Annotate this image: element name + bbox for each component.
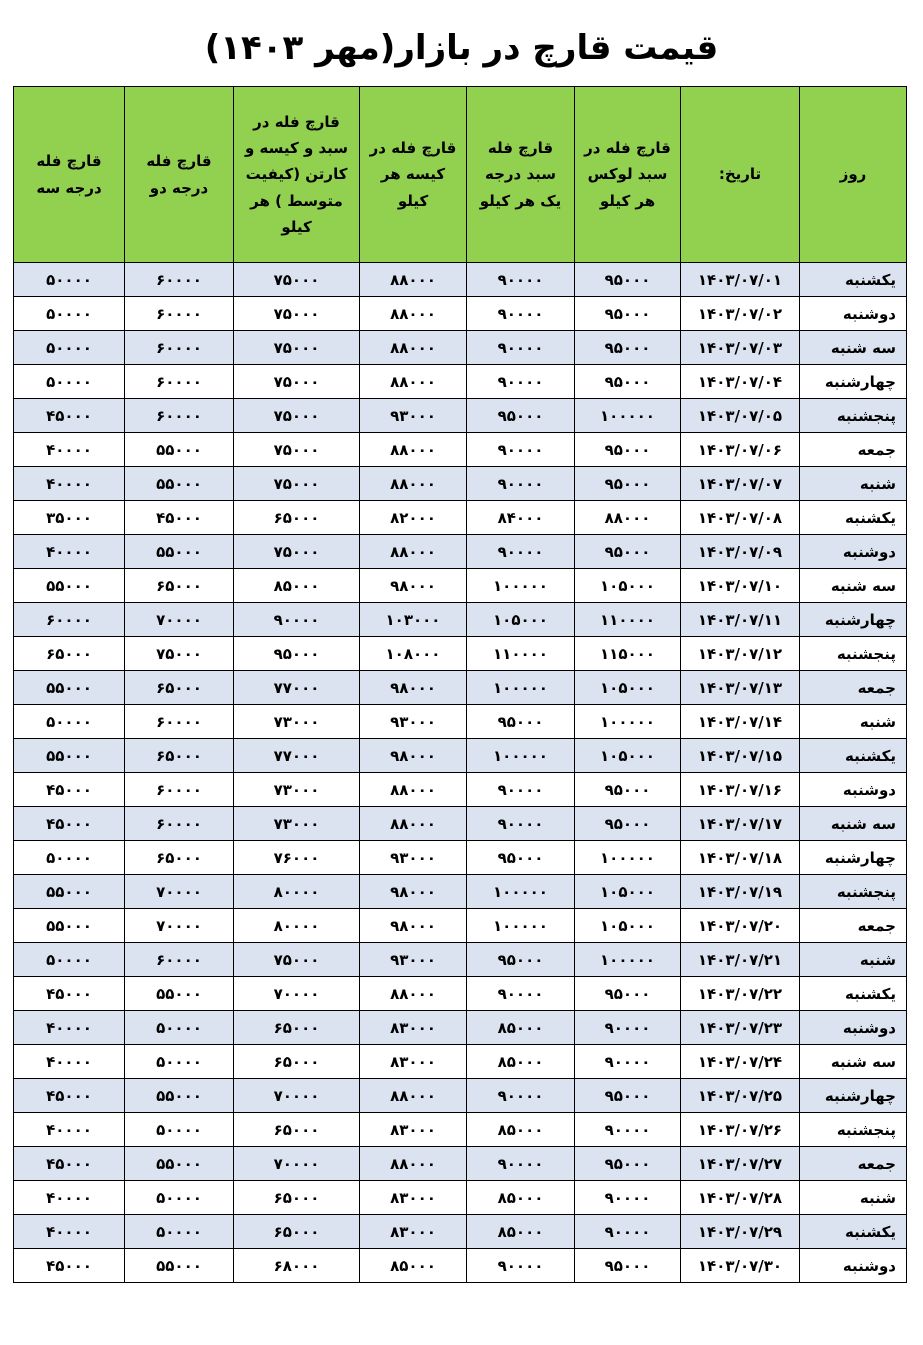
date-cell: ۱۴۰۳/۰۷/۱۷	[681, 807, 800, 841]
lux-basket-price: ۹۵۰۰۰	[575, 773, 681, 807]
grade1-basket-price: ۹۰۰۰۰	[467, 1147, 575, 1181]
date-cell: ۱۴۰۳/۰۷/۰۱	[681, 263, 800, 297]
table-row	[14, 841, 907, 875]
lux-basket-price: ۹۵۰۰۰	[575, 1147, 681, 1181]
grade3-price: ۴۵۰۰۰	[14, 1147, 125, 1181]
bag-price: ۸۸۰۰۰	[360, 807, 467, 841]
day-cell: شنبه	[800, 467, 907, 501]
grade2-price: ۶۰۰۰۰	[125, 263, 234, 297]
medium-quality-price: ۸۵۰۰۰	[234, 569, 360, 603]
day-cell: جمعه	[800, 1147, 907, 1181]
medium-quality-price: ۷۵۰۰۰	[234, 943, 360, 977]
grade2-price: ۶۰۰۰۰	[125, 807, 234, 841]
bag-price: ۹۳۰۰۰	[360, 705, 467, 739]
grade3-price: ۴۵۰۰۰	[14, 399, 125, 433]
grade3-price: ۴۰۰۰۰	[14, 1181, 125, 1215]
grade3-price: ۴۰۰۰۰	[14, 1215, 125, 1249]
grade2-price: ۶۵۰۰۰	[125, 569, 234, 603]
grade2-price: ۷۰۰۰۰	[125, 909, 234, 943]
column-header-grade3: قارچ فله درجه سه	[14, 87, 125, 263]
grade3-price: ۵۵۰۰۰	[14, 739, 125, 773]
grade2-price: ۶۰۰۰۰	[125, 773, 234, 807]
bag-price: ۹۳۰۰۰	[360, 841, 467, 875]
medium-quality-price: ۷۷۰۰۰	[234, 739, 360, 773]
lux-basket-price: ۹۰۰۰۰	[575, 1045, 681, 1079]
date-cell: ۱۴۰۳/۰۷/۱۴	[681, 705, 800, 739]
grade1-basket-price: ۸۵۰۰۰	[467, 1113, 575, 1147]
grade1-basket-price: ۹۰۰۰۰	[467, 535, 575, 569]
table-row	[14, 467, 907, 501]
column-header-date: تاریخ:	[681, 87, 800, 263]
day-cell: پنجشنبه	[800, 875, 907, 909]
grade1-basket-price: ۹۰۰۰۰	[467, 977, 575, 1011]
medium-quality-price: ۶۵۰۰۰	[234, 1113, 360, 1147]
bag-price: ۸۸۰۰۰	[360, 433, 467, 467]
day-cell: چهارشنبه	[800, 841, 907, 875]
lux-basket-price: ۹۵۰۰۰	[575, 433, 681, 467]
medium-quality-price: ۶۵۰۰۰	[234, 1181, 360, 1215]
bag-price: ۸۸۰۰۰	[360, 297, 467, 331]
grade2-price: ۵۵۰۰۰	[125, 467, 234, 501]
date-cell: ۱۴۰۳/۰۷/۱۹	[681, 875, 800, 909]
grade2-price: ۵۵۰۰۰	[125, 535, 234, 569]
day-cell: پنجشنبه	[800, 637, 907, 671]
bag-price: ۹۸۰۰۰	[360, 739, 467, 773]
grade3-price: ۴۵۰۰۰	[14, 1249, 125, 1283]
lux-basket-price: ۱۰۵۰۰۰	[575, 569, 681, 603]
day-cell: چهارشنبه	[800, 603, 907, 637]
column-header-lux-basket: قارچ فله در سبد لوکس هر کیلو	[575, 87, 681, 263]
lux-basket-price: ۹۵۰۰۰	[575, 365, 681, 399]
date-cell: ۱۴۰۳/۰۷/۲۳	[681, 1011, 800, 1045]
bag-price: ۹۸۰۰۰	[360, 909, 467, 943]
lux-basket-price: ۹۵۰۰۰	[575, 1079, 681, 1113]
grade2-price: ۷۵۰۰۰	[125, 637, 234, 671]
grade1-basket-price: ۹۰۰۰۰	[467, 773, 575, 807]
lux-basket-price: ۹۰۰۰۰	[575, 1011, 681, 1045]
date-cell: ۱۴۰۳/۰۷/۱۲	[681, 637, 800, 671]
bag-price: ۸۸۰۰۰	[360, 1079, 467, 1113]
column-header-grade1-basket: قارچ فله سبد درجه یک هر کیلو	[467, 87, 575, 263]
bag-price: ۸۳۰۰۰	[360, 1113, 467, 1147]
grade1-basket-price: ۹۰۰۰۰	[467, 263, 575, 297]
medium-quality-price: ۷۵۰۰۰	[234, 433, 360, 467]
lux-basket-price: ۱۰۵۰۰۰	[575, 909, 681, 943]
bag-price: ۸۸۰۰۰	[360, 467, 467, 501]
grade3-price: ۴۰۰۰۰	[14, 1113, 125, 1147]
grade1-basket-price: ۱۰۰۰۰۰	[467, 569, 575, 603]
grade1-basket-price: ۹۰۰۰۰	[467, 365, 575, 399]
grade3-price: ۴۰۰۰۰	[14, 467, 125, 501]
table-row	[14, 1215, 907, 1249]
bag-price: ۸۵۰۰۰	[360, 1249, 467, 1283]
bag-price: ۹۸۰۰۰	[360, 569, 467, 603]
grade3-price: ۳۵۰۰۰	[14, 501, 125, 535]
grade1-basket-price: ۸۵۰۰۰	[467, 1215, 575, 1249]
table-row	[14, 1079, 907, 1113]
column-header-day: روز	[800, 87, 907, 263]
medium-quality-price: ۷۵۰۰۰	[234, 399, 360, 433]
grade3-price: ۴۵۰۰۰	[14, 807, 125, 841]
date-cell: ۱۴۰۳/۰۷/۰۸	[681, 501, 800, 535]
grade3-price: ۴۰۰۰۰	[14, 433, 125, 467]
medium-quality-price: ۷۵۰۰۰	[234, 467, 360, 501]
grade2-price: ۶۰۰۰۰	[125, 943, 234, 977]
column-header-grade2: قارچ فله درجه دو	[125, 87, 234, 263]
lux-basket-price: ۱۰۰۰۰۰	[575, 841, 681, 875]
medium-quality-price: ۶۵۰۰۰	[234, 501, 360, 535]
bag-price: ۸۸۰۰۰	[360, 535, 467, 569]
grade3-price: ۵۰۰۰۰	[14, 331, 125, 365]
grade3-price: ۶۰۰۰۰	[14, 603, 125, 637]
medium-quality-price: ۷۵۰۰۰	[234, 297, 360, 331]
table-row	[14, 297, 907, 331]
day-cell: جمعه	[800, 433, 907, 467]
grade3-price: ۵۵۰۰۰	[14, 569, 125, 603]
grade1-basket-price: ۹۵۰۰۰	[467, 399, 575, 433]
day-cell: چهارشنبه	[800, 1079, 907, 1113]
day-cell: سه شنبه	[800, 331, 907, 365]
lux-basket-price: ۱۰۰۰۰۰	[575, 943, 681, 977]
bag-price: ۸۳۰۰۰	[360, 1045, 467, 1079]
grade1-basket-price: ۹۰۰۰۰	[467, 467, 575, 501]
medium-quality-price: ۶۸۰۰۰	[234, 1249, 360, 1283]
grade2-price: ۶۰۰۰۰	[125, 705, 234, 739]
grade3-price: ۴۰۰۰۰	[14, 1011, 125, 1045]
date-cell: ۱۴۰۳/۰۷/۲۱	[681, 943, 800, 977]
table-row	[14, 1113, 907, 1147]
day-cell: یکشنبه	[800, 977, 907, 1011]
grade3-price: ۵۵۰۰۰	[14, 671, 125, 705]
date-cell: ۱۴۰۳/۰۷/۳۰	[681, 1249, 800, 1283]
date-cell: ۱۴۰۳/۰۷/۰۹	[681, 535, 800, 569]
date-cell: ۱۴۰۳/۰۷/۱۱	[681, 603, 800, 637]
lux-basket-price: ۹۰۰۰۰	[575, 1113, 681, 1147]
date-cell: ۱۴۰۳/۰۷/۰۲	[681, 297, 800, 331]
table-row	[14, 399, 907, 433]
lux-basket-price: ۹۵۰۰۰	[575, 467, 681, 501]
grade2-price: ۶۰۰۰۰	[125, 331, 234, 365]
date-cell: ۱۴۰۳/۰۷/۲۹	[681, 1215, 800, 1249]
date-cell: ۱۴۰۳/۰۷/۲۵	[681, 1079, 800, 1113]
grade1-basket-price: ۸۵۰۰۰	[467, 1181, 575, 1215]
table-row	[14, 637, 907, 671]
page-title: قیمت قارچ در بازار(مهر ۱۴۰۳)	[204, 28, 719, 68]
day-cell: دوشنبه	[800, 297, 907, 331]
date-cell: ۱۴۰۳/۰۷/۲۲	[681, 977, 800, 1011]
bag-price: ۹۳۰۰۰	[360, 399, 467, 433]
table-row	[14, 705, 907, 739]
grade2-price: ۷۰۰۰۰	[125, 603, 234, 637]
grade3-price: ۵۵۰۰۰	[14, 875, 125, 909]
grade1-basket-price: ۱۰۰۰۰۰	[467, 739, 575, 773]
date-cell: ۱۴۰۳/۰۷/۲۸	[681, 1181, 800, 1215]
table-row	[14, 1147, 907, 1181]
table-row	[14, 603, 907, 637]
grade1-basket-price: ۸۴۰۰۰	[467, 501, 575, 535]
table-row	[14, 331, 907, 365]
grade3-price: ۴۵۰۰۰	[14, 977, 125, 1011]
date-cell: ۱۴۰۳/۰۷/۱۸	[681, 841, 800, 875]
day-cell: شنبه	[800, 1181, 907, 1215]
lux-basket-price: ۹۵۰۰۰	[575, 331, 681, 365]
lux-basket-price: ۱۰۰۰۰۰	[575, 399, 681, 433]
day-cell: پنجشنبه	[800, 399, 907, 433]
lux-basket-price: ۹۵۰۰۰	[575, 297, 681, 331]
lux-basket-price: ۱۰۰۰۰۰	[575, 705, 681, 739]
day-cell: شنبه	[800, 705, 907, 739]
day-cell: سه شنبه	[800, 1045, 907, 1079]
lux-basket-price: ۹۵۰۰۰	[575, 977, 681, 1011]
bag-price: ۸۸۰۰۰	[360, 1147, 467, 1181]
lux-basket-price: ۸۸۰۰۰	[575, 501, 681, 535]
bag-price: ۱۰۳۰۰۰	[360, 603, 467, 637]
grade3-price: ۶۵۰۰۰	[14, 637, 125, 671]
grade1-basket-price: ۱۰۰۰۰۰	[467, 909, 575, 943]
lux-basket-price: ۱۰۵۰۰۰	[575, 671, 681, 705]
table-row	[14, 535, 907, 569]
grade3-price: ۴۵۰۰۰	[14, 773, 125, 807]
day-cell: جمعه	[800, 909, 907, 943]
grade3-price: ۵۰۰۰۰	[14, 365, 125, 399]
medium-quality-price: ۶۵۰۰۰	[234, 1215, 360, 1249]
bag-price: ۸۳۰۰۰	[360, 1181, 467, 1215]
day-cell: چهارشنبه	[800, 365, 907, 399]
lux-basket-price: ۹۵۰۰۰	[575, 535, 681, 569]
grade2-price: ۵۰۰۰۰	[125, 1011, 234, 1045]
grade1-basket-price: ۹۰۰۰۰	[467, 1079, 575, 1113]
grade2-price: ۶۰۰۰۰	[125, 399, 234, 433]
grade1-basket-price: ۹۰۰۰۰	[467, 433, 575, 467]
date-cell: ۱۴۰۳/۰۷/۰۷	[681, 467, 800, 501]
grade2-price: ۶۰۰۰۰	[125, 365, 234, 399]
bag-price: ۸۳۰۰۰	[360, 1011, 467, 1045]
grade3-price: ۴۵۰۰۰	[14, 1079, 125, 1113]
date-cell: ۱۴۰۳/۰۷/۰۵	[681, 399, 800, 433]
table-row	[14, 263, 907, 297]
table-body	[14, 263, 907, 1283]
grade2-price: ۶۰۰۰۰	[125, 297, 234, 331]
medium-quality-price: ۷۶۰۰۰	[234, 841, 360, 875]
day-cell: جمعه	[800, 671, 907, 705]
bag-price: ۸۸۰۰۰	[360, 773, 467, 807]
medium-quality-price: ۸۰۰۰۰	[234, 909, 360, 943]
table-row	[14, 433, 907, 467]
grade2-price: ۶۵۰۰۰	[125, 739, 234, 773]
grade2-price: ۵۵۰۰۰	[125, 1147, 234, 1181]
date-cell: ۱۴۰۳/۰۷/۰۴	[681, 365, 800, 399]
day-cell: سه شنبه	[800, 569, 907, 603]
day-cell: دوشنبه	[800, 1249, 907, 1283]
table-row	[14, 1045, 907, 1079]
day-cell: شنبه	[800, 943, 907, 977]
day-cell: پنجشنبه	[800, 1113, 907, 1147]
lux-basket-price: ۹۵۰۰۰	[575, 263, 681, 297]
table-row	[14, 1249, 907, 1283]
price-table	[13, 86, 907, 1283]
date-cell: ۱۴۰۳/۰۷/۲۰	[681, 909, 800, 943]
grade3-price: ۴۰۰۰۰	[14, 535, 125, 569]
lux-basket-price: ۱۰۵۰۰۰	[575, 739, 681, 773]
table-row	[14, 739, 907, 773]
day-cell: یکشنبه	[800, 263, 907, 297]
grade2-price: ۵۰۰۰۰	[125, 1215, 234, 1249]
bag-price: ۹۸۰۰۰	[360, 671, 467, 705]
grade3-price: ۵۵۰۰۰	[14, 909, 125, 943]
table-row	[14, 569, 907, 603]
grade3-price: ۵۰۰۰۰	[14, 943, 125, 977]
grade2-price: ۵۰۰۰۰	[125, 1045, 234, 1079]
grade2-price: ۴۵۰۰۰	[125, 501, 234, 535]
lux-basket-price: ۹۵۰۰۰	[575, 807, 681, 841]
grade2-price: ۵۵۰۰۰	[125, 1249, 234, 1283]
lux-basket-price: ۹۰۰۰۰	[575, 1215, 681, 1249]
table-row	[14, 365, 907, 399]
grade1-basket-price: ۸۵۰۰۰	[467, 1011, 575, 1045]
column-header-bag: قارچ فله در کیسه هر کیلو	[360, 87, 467, 263]
grade2-price: ۶۵۰۰۰	[125, 841, 234, 875]
medium-quality-price: ۹۵۰۰۰	[234, 637, 360, 671]
date-cell: ۱۴۰۳/۰۷/۲۷	[681, 1147, 800, 1181]
medium-quality-price: ۷۵۰۰۰	[234, 365, 360, 399]
table-row	[14, 773, 907, 807]
grade1-basket-price: ۱۱۰۰۰۰	[467, 637, 575, 671]
grade2-price: ۷۰۰۰۰	[125, 875, 234, 909]
bag-price: ۸۸۰۰۰	[360, 365, 467, 399]
grade1-basket-price: ۹۰۰۰۰	[467, 297, 575, 331]
lux-basket-price: ۹۰۰۰۰	[575, 1181, 681, 1215]
table-row	[14, 501, 907, 535]
grade2-price: ۵۵۰۰۰	[125, 977, 234, 1011]
grade3-price: ۵۰۰۰۰	[14, 841, 125, 875]
grade1-basket-price: ۹۰۰۰۰	[467, 331, 575, 365]
bag-price: ۹۳۰۰۰	[360, 943, 467, 977]
bag-price: ۹۸۰۰۰	[360, 875, 467, 909]
bag-price: ۸۲۰۰۰	[360, 501, 467, 535]
day-cell: یکشنبه	[800, 739, 907, 773]
table-row	[14, 943, 907, 977]
grade1-basket-price: ۱۰۵۰۰۰	[467, 603, 575, 637]
grade3-price: ۴۰۰۰۰	[14, 1045, 125, 1079]
grade2-price: ۵۵۰۰۰	[125, 433, 234, 467]
grade3-price: ۵۰۰۰۰	[14, 705, 125, 739]
bag-price: ۸۸۰۰۰	[360, 977, 467, 1011]
day-cell: یکشنبه	[800, 1215, 907, 1249]
date-cell: ۱۴۰۳/۰۷/۰۶	[681, 433, 800, 467]
grade2-price: ۶۵۰۰۰	[125, 671, 234, 705]
grade1-basket-price: ۱۰۰۰۰۰	[467, 875, 575, 909]
medium-quality-price: ۷۰۰۰۰	[234, 977, 360, 1011]
grade1-basket-price: ۸۵۰۰۰	[467, 1045, 575, 1079]
date-cell: ۱۴۰۳/۰۷/۲۶	[681, 1113, 800, 1147]
grade2-price: ۵۵۰۰۰	[125, 1079, 234, 1113]
medium-quality-price: ۷۳۰۰۰	[234, 705, 360, 739]
grade2-price: ۵۰۰۰۰	[125, 1181, 234, 1215]
date-cell: ۱۴۰۳/۰۷/۲۴	[681, 1045, 800, 1079]
table-row	[14, 807, 907, 841]
date-cell: ۱۴۰۳/۰۷/۱۳	[681, 671, 800, 705]
medium-quality-price: ۷۰۰۰۰	[234, 1079, 360, 1113]
date-cell: ۱۴۰۳/۰۷/۱۵	[681, 739, 800, 773]
day-cell: یکشنبه	[800, 501, 907, 535]
day-cell: دوشنبه	[800, 1011, 907, 1045]
medium-quality-price: ۷۳۰۰۰	[234, 807, 360, 841]
grade1-basket-price: ۹۰۰۰۰	[467, 807, 575, 841]
date-cell: ۱۴۰۳/۰۷/۱۶	[681, 773, 800, 807]
medium-quality-price: ۷۷۰۰۰	[234, 671, 360, 705]
date-cell: ۱۴۰۳/۰۷/۰۳	[681, 331, 800, 365]
lux-basket-price: ۱۱۰۰۰۰	[575, 603, 681, 637]
medium-quality-price: ۷۰۰۰۰	[234, 1147, 360, 1181]
medium-quality-price: ۷۵۰۰۰	[234, 535, 360, 569]
bag-price: ۸۳۰۰۰	[360, 1215, 467, 1249]
medium-quality-price: ۶۵۰۰۰	[234, 1011, 360, 1045]
grade1-basket-price: ۱۰۰۰۰۰	[467, 671, 575, 705]
grade2-price: ۵۰۰۰۰	[125, 1113, 234, 1147]
day-cell: دوشنبه	[800, 535, 907, 569]
table-row	[14, 1181, 907, 1215]
table-row	[14, 1011, 907, 1045]
grade3-price: ۵۰۰۰۰	[14, 297, 125, 331]
lux-basket-price: ۱۱۵۰۰۰	[575, 637, 681, 671]
medium-quality-price: ۶۵۰۰۰	[234, 1045, 360, 1079]
grade3-price: ۵۰۰۰۰	[14, 263, 125, 297]
medium-quality-price: ۹۰۰۰۰	[234, 603, 360, 637]
grade1-basket-price: ۹۵۰۰۰	[467, 841, 575, 875]
table-row	[14, 977, 907, 1011]
table-row	[14, 875, 907, 909]
grade1-basket-price: ۹۰۰۰۰	[467, 1249, 575, 1283]
medium-quality-price: ۸۰۰۰۰	[234, 875, 360, 909]
bag-price: ۸۸۰۰۰	[360, 263, 467, 297]
day-cell: سه شنبه	[800, 807, 907, 841]
date-cell: ۱۴۰۳/۰۷/۱۰	[681, 569, 800, 603]
header-row	[14, 87, 907, 263]
medium-quality-price: ۷۵۰۰۰	[234, 263, 360, 297]
table-row	[14, 671, 907, 705]
column-header-medium-quality: قارچ فله در سبد و کیسه و کارتن (کیفیت متوسط ) هر کیلو	[234, 87, 360, 263]
bag-price: ۱۰۸۰۰۰	[360, 637, 467, 671]
day-cell: دوشنبه	[800, 773, 907, 807]
lux-basket-price: ۹۵۰۰۰	[575, 1249, 681, 1283]
bag-price: ۸۸۰۰۰	[360, 331, 467, 365]
medium-quality-price: ۷۳۰۰۰	[234, 773, 360, 807]
medium-quality-price: ۷۵۰۰۰	[234, 331, 360, 365]
grade1-basket-price: ۹۵۰۰۰	[467, 705, 575, 739]
grade1-basket-price: ۹۵۰۰۰	[467, 943, 575, 977]
lux-basket-price: ۱۰۵۰۰۰	[575, 875, 681, 909]
table-row	[14, 909, 907, 943]
